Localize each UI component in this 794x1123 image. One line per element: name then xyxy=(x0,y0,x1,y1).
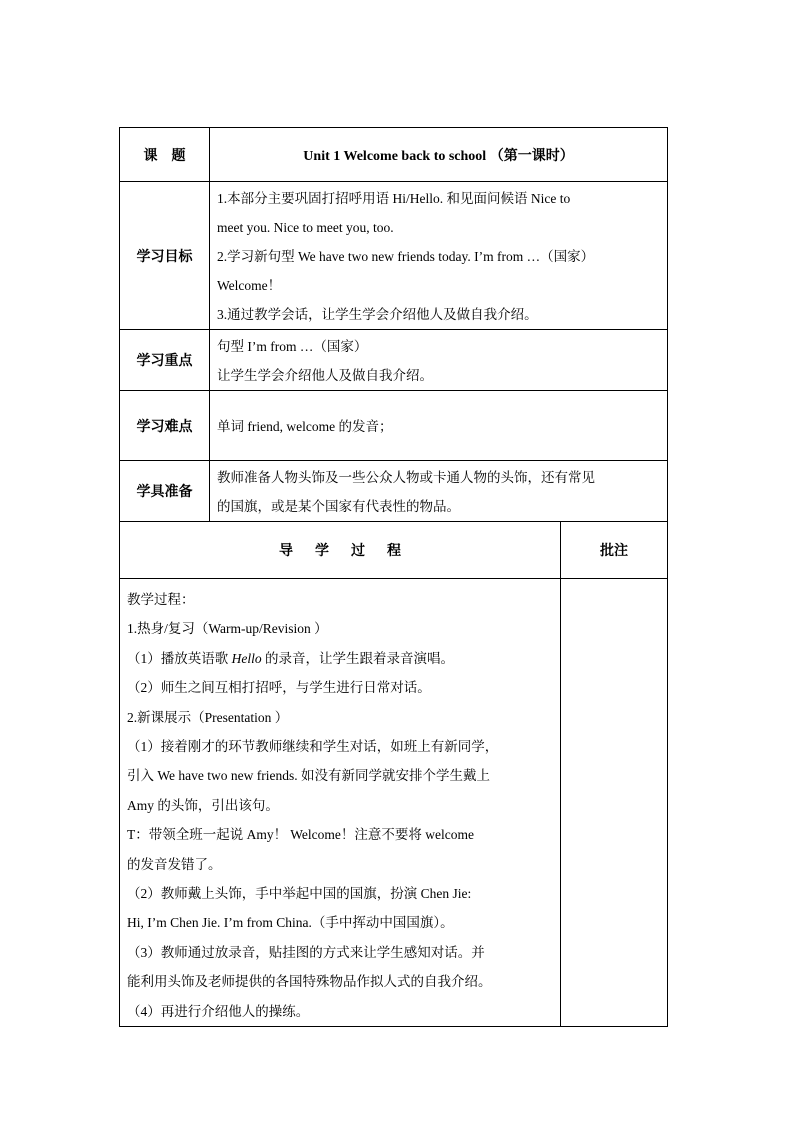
process-line: （2）教师戴上头饰，手中举起中国的国旗，扮演 Chen Jie: xyxy=(127,886,472,902)
goals-label: 学习目标 xyxy=(120,182,210,330)
notes-column xyxy=(561,579,668,1027)
process-line: （3）教师通过放录音，贴挂图的方式来让学生感知对话。并 xyxy=(127,944,485,960)
process-header-row xyxy=(120,522,668,579)
process-header: 导学过程 xyxy=(120,522,561,579)
process-line: （4）再进行介绍他人的操练。 xyxy=(127,1003,310,1019)
lesson-plan-table xyxy=(119,127,668,1027)
process-line: （1）接着刚才的环节教师继续和学生对话，如班上有新同学， xyxy=(127,739,499,755)
topic-value: Unit 1 Welcome back to school （第一课时） xyxy=(210,128,668,182)
process-line: 引入 We have two new friends. 如没有新同学就安排个学生戴上 xyxy=(127,768,490,784)
prep-line-1: 教师准备人物头饰及一些公众人物或卡通人物的头饰，还有常见 xyxy=(217,470,595,485)
process-line: （2）师生之间互相打招呼，与学生进行日常对话。 xyxy=(127,680,431,696)
notes-header: 批注 xyxy=(561,522,668,579)
process-line: T：带领全班一起说 Amy！ Welcome！注意不要将 welcome xyxy=(127,827,474,843)
prep-label: 学具准备 xyxy=(120,461,210,522)
song-title: Hello xyxy=(231,650,262,666)
process-line: （1）播放英语歌 Hello 的录音，让学生跟着录音演唱。 xyxy=(127,650,454,666)
goals-line-5: 3.通过教学会话，让学生学会介绍他人及做自我介绍。 xyxy=(217,307,538,322)
focus-line-1: 句型 I’m from …（国家） xyxy=(217,339,368,354)
process-line: 2.新课展示（Presentation ） xyxy=(127,709,289,725)
prep-row xyxy=(120,461,668,522)
goals-line-1: 1.本部分主要巩固打招呼用语 Hi/Hello. 和见面问候语 Nice to xyxy=(217,191,571,206)
process-row xyxy=(120,579,668,1027)
focus-content xyxy=(210,330,668,391)
difficulty-value: 单词 friend, welcome 的发音； xyxy=(210,391,668,461)
prep-content xyxy=(210,461,668,522)
process-line: 的发音发错了。 xyxy=(127,856,222,872)
focus-line-2: 让学生学会介绍他人及做自我介绍。 xyxy=(217,368,433,383)
goals-content xyxy=(210,182,668,330)
focus-row xyxy=(120,330,668,391)
process-line: Amy 的头饰，引出该句。 xyxy=(127,797,279,813)
difficulty-label: 学习难点 xyxy=(120,391,210,461)
topic-label: 课 题 xyxy=(120,128,210,182)
goals-row xyxy=(120,182,668,330)
focus-label: 学习重点 xyxy=(120,330,210,391)
lesson-plan xyxy=(119,127,667,1027)
process-line: 教学过程： xyxy=(127,592,195,607)
process-line: 能利用头饰及老师提供的各国特殊物品作拟人式的自我介绍。 xyxy=(127,974,492,990)
goals-line-4: Welcome！ xyxy=(217,278,282,293)
goals-line-3: 2.学习新句型 We have two new friends today. I’m from …（国家） xyxy=(217,249,595,264)
prep-line-2: 的国旗，或是某个国家有代表性的物品。 xyxy=(217,499,460,514)
topic-row xyxy=(120,128,668,182)
difficulty-row xyxy=(120,391,668,461)
process-line: Hi, I’m Chen Jie. I’m from China.（手中挥动中国国旗）。 xyxy=(127,915,454,931)
goals-line-2: meet you. Nice to meet you, too. xyxy=(217,220,394,235)
process-content xyxy=(120,579,561,1027)
process-line: 1.热身/复习（Warm-up/Revision ） xyxy=(127,621,328,637)
